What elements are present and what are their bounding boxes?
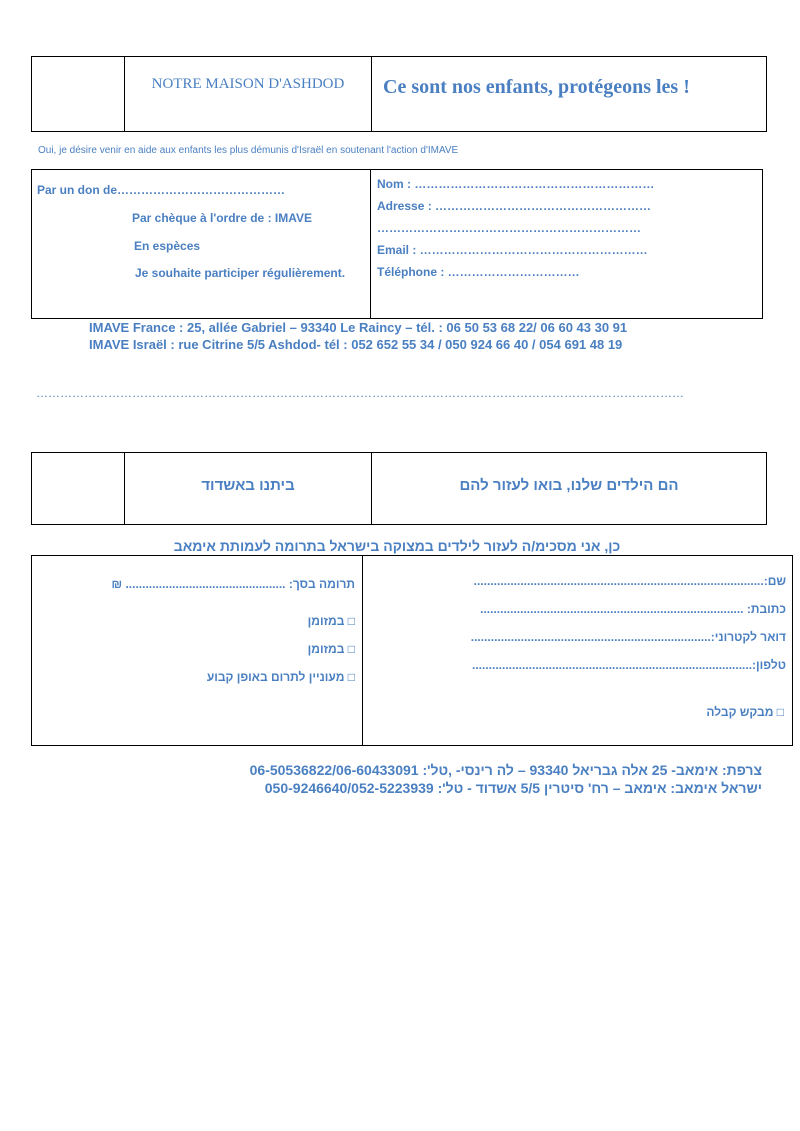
he-amount-field[interactable]: תרומה בסך: ................................................ ₪ [111,577,355,591]
fr-slogan: Ce sont nos enfants, protégeons les ! [383,76,690,98]
he-form-divider [362,555,363,746]
fr-regulier-option[interactable]: Je souhaite participer régulièrement. [135,266,346,280]
he-footer-france: צרפת: אימאב- 25 אלה גבריאל 93340 – לה רינסי- ,טל': 06-50536822/06-60433091 [249,762,762,778]
he-address-field[interactable]: כתובת: ............................................................................... [480,602,786,616]
he-phone-field[interactable]: טלפון:.................................................................................... [472,658,786,672]
fr-adresse-field-2[interactable]: ………………………………………………………… [377,221,641,235]
he-receipt-option[interactable]: □ מבקש קבלה [706,705,784,719]
he-org-name: ביתנו באשדוד [201,477,295,494]
he-email-field[interactable]: דואר לקטרוני:........................................................................ [470,630,786,644]
he-footer-israel: ישראל אימאב: אימאב – רח' סיטרין 5/5 אשדוד - טל': 050-9246640/052-5223939 [264,780,762,796]
he-option-cash-2[interactable]: □ במזומן [307,642,355,656]
fr-don-line[interactable]: Par un don de…………………………………… [37,183,286,197]
fr-intro: Oui, je désire venir en aide aux enfants les plus démunis d'Israël en soutenant l'action d'IMAVE [38,145,459,156]
fr-header-divider-2 [371,56,372,132]
fr-org-name: NOTRE MAISON D'ASHDOD [151,76,345,92]
he-option-regular[interactable]: □ מעוניין לתרום באופן קבוע [206,670,355,684]
fr-nom-field[interactable]: Nom : …………………………………………………… [377,177,655,191]
fr-adresse-field[interactable]: Adresse : ……………………………………………… [377,199,652,213]
fr-telephone-field[interactable]: Téléphone : …………………………… [377,265,580,279]
he-name-field[interactable]: שם:....................................................................................... [473,574,786,588]
fr-footer-israel: IMAVE Israël : rue Citrine 5/5 Ashdod- tél : 052 652 55 34 / 050 924 66 40 / 054 691 48 19 [89,337,623,352]
fr-form-divider [370,169,371,319]
fr-especes-option[interactable]: En espèces [134,239,201,253]
fr-footer-france: IMAVE France : 25, allée Gabriel – 93340 Le Raincy – tél. : 06 50 53 68 22/ 06 60 43 30 91 [89,320,628,335]
cut-line: ……………………………………………………………………………………………………………………………………………… [36,386,684,400]
fr-cheque-option[interactable]: Par chèque à l'ordre de : IMAVE [132,211,313,225]
he-option-cash-1[interactable]: □ במזומן [307,614,355,628]
fr-header-divider-1 [124,56,125,132]
he-slogan: הם הילדים שלנו, בואו לעזור להם [459,477,679,494]
he-intro: כן, אני מסכימ/ה לעזור לילדים במצוקה בישראל בתרומה לעמותת אימאב [173,538,621,554]
fr-email-field[interactable]: Email : ………………………………………………… [377,243,648,257]
